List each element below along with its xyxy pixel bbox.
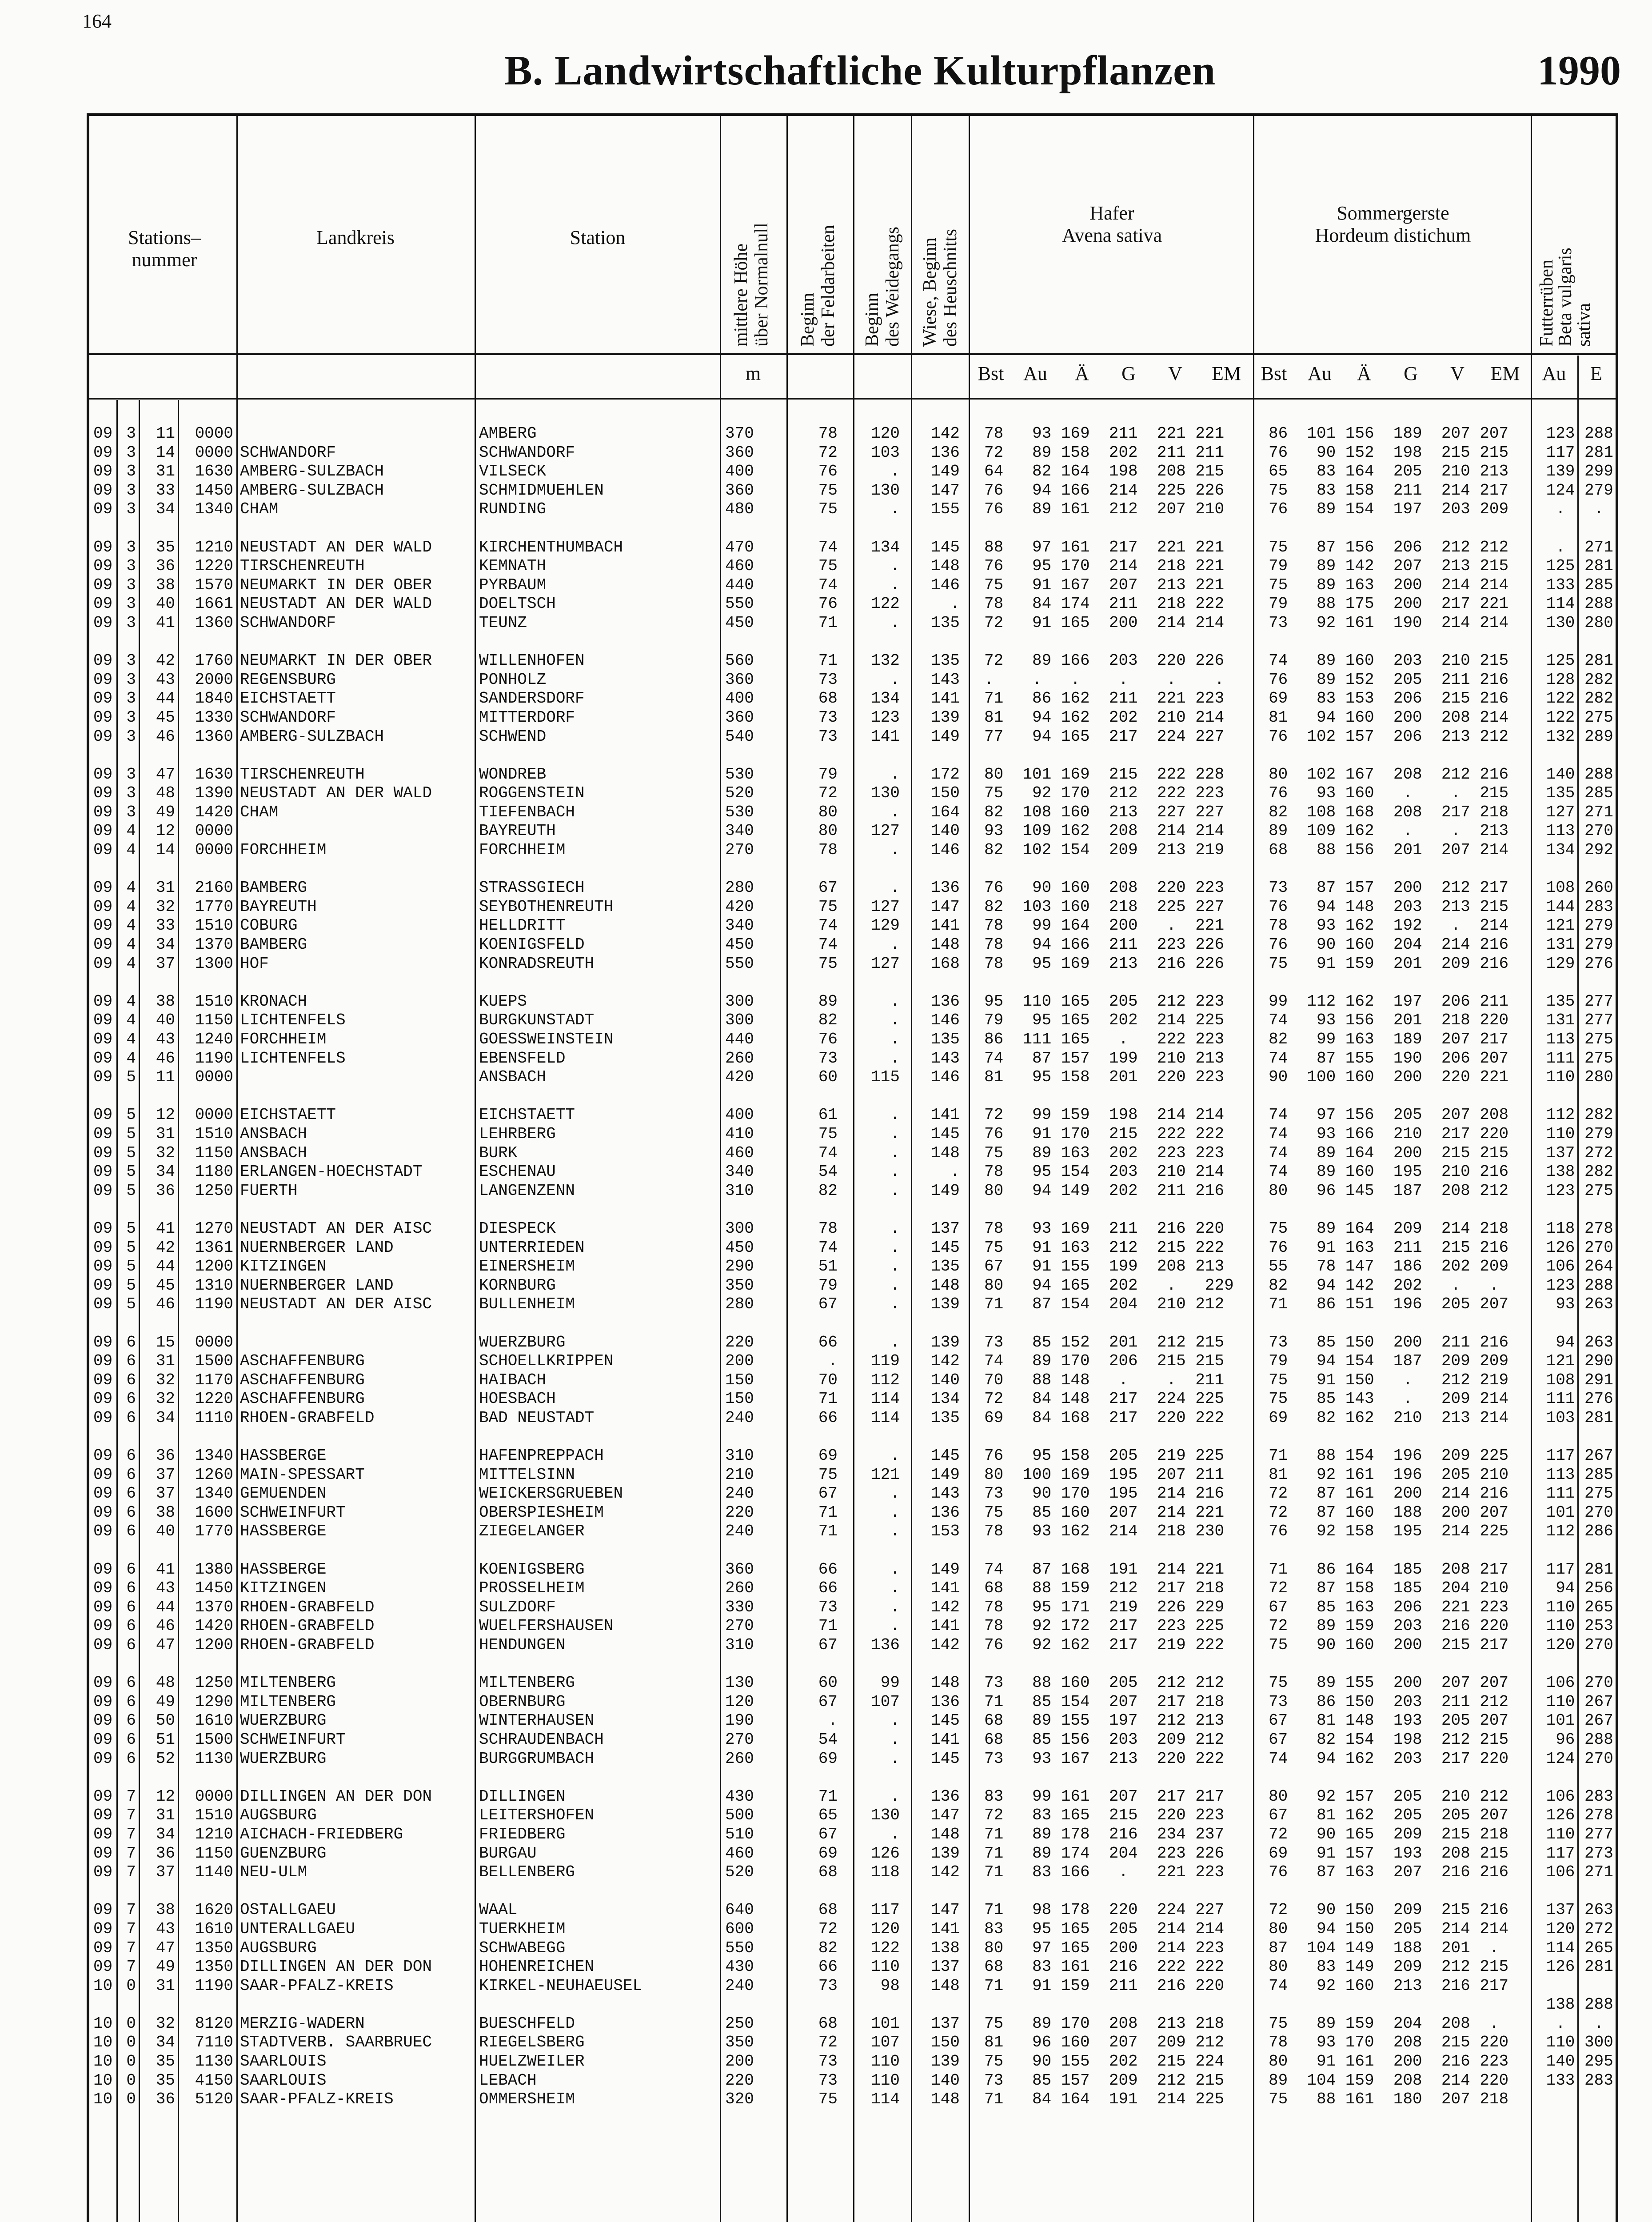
column-barley: 86 101 156 189 207 207 76 90 152 198 215 215 65 83 164 205 210 213 75 83 158 211 214 217 76 89 154 197 203 209 75 87 156 206 212 212 79 89 142 207 213 215 75 89 163 200 214 214 79 88 175 200 217 221 73 92 161 190 214 214 74 89 160 203 210 215 76 89 152 205 211 216 69 83 153 206 215 216 81 94 160 200 208 214 76 102 157 206 213 212 80 102 167 208 212 216 76 93 160 . . 215 82 108 168 208 217 218 89 109 162 . . 213 68 88 156 201 207 214 73 87 157 200 212 217 76 94 148 203 213 215 78 93 162 192 . 214 76 90 160 204 214 216 75 91 159 201 209 216 99 112 162 197 206 211 74 93 156 201 218 220 82 99 163 189 207 217 74 87 155 190 206 207 90 100 160 200 220 221 74 97 156 205 207 208 74 93 166 210 217 220 74 89 164 200 215 215 74 89 160 195 210 216 80 96 145 187 208 212 75 89 164 209 214 218 76 91 163 211 215 216 55 78 147 186 202 209 82 94 142 202 . . 71 86 151 196 205 207 73 85 150 200 211 216 79 94 154 187 209 209 75 91 150 . 212 219 75 85 143 . 209 214 69 82 162 210 213 214 71 88 154 196 209 225 81 92 161 196 205 210 72 87 161 200 214 216 72 87 160 188 200 207 76 92 158 195 214 225 71 86 164 185 208 217 72 87 158 185 204 210 67 85 163 206 221 223 72 89 159 203 216 220 75 90 160 200 215 217 75 89 155 200 207 207 73 86 150 203 211 212 67 81 148 193 205 207 67 82 154 198 212 215 74 94 162 203 217 220 80 92 157 205 210 212 67 81 162 205 205 207 72 90 165 209 215 218 69 91 157 193 208 215 76 87 163 207 216 216 72 90 150 209 215 216 80 94 150 205 214 214 87 104 149 188 201 . 80 83 149 209 212 215 74 92 160 213 216 217 75 89 159 204 208 . 78 93 170 208 215 220 80 91 161 200 216 223 89 104 159 208 214 220 75 88 161 180 207 218 (1269, 424, 1509, 2109)
header-station-number: Stations– nummer (128, 227, 201, 271)
column-hay: 142 136 149 147 155 145 148 146 . 135 135 143 141 139 149 172 150 164 140 146 136 147 141 148 168 136 146 135 143 146 141 145 148 . 149 137 145 135 148 139 139 142 140 134 135 145 149 143 136 153 149 141 142 141 142 148 136 145 141 145 136 147 148 139 142 147 141 138 137 148 137 150 139 140 148 (931, 424, 960, 2109)
column-field-work: 78 72 76 75 75 74 75 74 76 71 71 73 68 73 73 79 72 80 80 78 67 75 74 74 75 89 82 76 73 60 61 75 74 54 82 78 74 51 79 67 66 . 70 71 66 69 75 67 71 71 66 66 73 71 67 60 67 . 54 69 71 65 67 69 68 68 72 82 66 73 68 72 73 73 75 (818, 424, 838, 2109)
barley-phase-bst: Bst (1261, 363, 1287, 384)
col-divider-oats (969, 115, 970, 2222)
column-station-number-4: 0000 0000 1630 1450 1340 1210 1220 1570 1661 1360 1760 2000 1840 1330 1360 1630 1390 1420 0000 0000 2160 1770 1510 1370 1300 1510 1150 1240 1190 0000 0000 1510 1150 1180 1250 1270 1361 1200 1310 1190 0000 1500 1170 1220 1110 1340 1260 1340 1600 1770 1380 1450 1370 1420 1200 1250 1290 1610 1500 1130 0000 1510 1210 1150 1140 1620 1610 1350 1350 1190 8120 7110 1130 4150 5120 (195, 424, 233, 2109)
barley-phase-v: V (1450, 363, 1464, 384)
header-hay: Wiese, Beginn des Heuschnitts (920, 229, 961, 347)
column-station-number-2: 3 3 3 3 3 3 3 3 3 3 3 3 3 3 3 3 3 3 4 4 4 4 4 4 4 4 4 4 4 5 5 5 5 5 5 5 5 5 5 5 6 6 6 6 6 6 6 6 6 6 6 6 6 6 6 6 6 6 6 6 7 7 7 7 7 7 7 7 7 0 0 0 0 0 0 (126, 424, 136, 2109)
column-station: AMBERG SCHWANDORF VILSECK SCHMIDMUEHLEN RUNDING KIRCHENTHUMBACH KEMNATH PYRBAUM DOELTSCH TEUNZ WILLENHOFEN PONHOLZ SANDERSDORF MITTERDORF SCHWEND WONDREB ROGGENSTEIN TIEFENBACH BAYREUTH FORCHHEIM STRASSGIECH SEYBOTHENREUTH HELLDRITT KOENIGSFELD KONRADSREUTH KUEPS BURGKUNSTADT GOESSWEINSTEIN EBENSFELD ANSBACH EICHSTAETT LEHRBERG BURK ESCHENAU LANGENZENN DIESPECK UNTERRIEDEN EINERSHEIM KORNBURG BULLENHEIM WUERZBURG SCHOELLKRIPPEN HAIBACH HOESBACH BAD NEUSTADT HAFENPREPPACH MITTELSINN WEICKERSGRUEBEN OBERSPIESHEIM ZIEGELANGER KOENIGSBERG PROSSELHEIM SULZDORF WUELFERSHAUSEN HENDUNGEN MILTENBERG OBERNBURG WINTERHAUSEN SCHRAUDENBACH BURGGRUMBACH DILLINGEN LEITERSHOFEN FRIEDBERG BURGAU BELLENBERG WAAL TUERKHEIM SCHWABEGG HOHENREICHEN KIRKEL-NEUHAEUSEL BUESCHFELD RIEGELSBERG HUELZWEILER LEBACH OMMERSHEIM (479, 424, 642, 2109)
header-oats: Hafer Avena sativa (1061, 202, 1162, 246)
oats-phase-ae: Ä (1075, 363, 1089, 384)
col-divider-hay (911, 115, 912, 2222)
page-number: 164 (82, 10, 112, 32)
barley-phase-ae: Ä (1357, 363, 1371, 384)
barley-phase-g: G (1404, 363, 1418, 384)
header-field-work: Beginn der Feldarbeiten (798, 224, 838, 347)
oats-phase-bst: Bst (978, 363, 1004, 384)
page-title: B. Landwirtschaftliche Kulturpflanzen (504, 48, 1216, 94)
barley-phase-em: EM (1490, 363, 1520, 384)
header-grazing: Beginn des Weidegangs (862, 227, 903, 347)
page-year: 1990 (1537, 48, 1621, 94)
col-divider-st1 (116, 400, 118, 2222)
header-beet: Futterrüben Beta vulgaris sativa (1536, 248, 1594, 347)
barley-phase-au: Au (1308, 363, 1332, 384)
column-station-number-1: 09 09 09 09 09 09 09 09 09 09 09 09 09 09 09 09 09 09 09 09 09 09 09 09 09 09 09 09 09 09 09 09 09 09 09 09 09 09 09 09 09 09 09 09 09 09 09 09 09 09 09 09 09 09 09 09 09 09 09 09 09 09 09 09 09 09 09 09 09 10 10 10 10 10 10 (93, 424, 113, 2109)
beet-phase-au: Au (1542, 363, 1566, 384)
col-divider-grazing (853, 115, 854, 2222)
column-height: 370 360 400 360 480 470 460 440 550 450 560 360 400 360 540 530 520 530 340 270 280 420 340 450 550 300 300 440 260 420 400 410 460 340 310 300 450 290 350 280 220 200 150 150 240 310 210 240 220 240 360 260 330 270 310 130 120 190 270 260 430 500 510 460 520 640 600 550 430 240 250 350 200 220 320 (725, 424, 754, 2109)
oats-phase-v: V (1168, 363, 1182, 384)
col-divider-station (475, 115, 476, 2222)
column-grazing: 120 103 . 130 . 134 . . 122 . 132 . 134 123 141 . 130 . 127 . . 127 129 . 127 . . . . 115 . . . . . . . . . . . 119 112 114 114 . 121 . . . . . . . 136 99 107 . . . . 130 . 126 118 117 120 122 110 98 101 107 110 110 114 (871, 424, 900, 2109)
header-landkreis: Landkreis (316, 227, 395, 248)
unit-label: m (745, 363, 761, 384)
subheader-divider (87, 398, 1616, 400)
column-beet: 123 288 117 281 139 299 124 279 . . . 271 125 281 133 285 114 288 130 280 125 281 128 282 122 282 122 275 132 289 140 288 135 285 127 271 113 270 134 292 108 260 144 283 121 279 131 279 129 276 135 277 131 277 113 275 111 275 110 280 112 282 110 279 137 272 138 282 123 275 118 278 126 270 106 264 123 288 93 263 94 263 121 290 108 291 111 276 103 281 117 267 113 285 111 275 101 270 112 286 117 281 94 256 110 265 110 253 120 270 106 270 110 267 101 267 96 288 124 270 106 283 126 278 110 277 117 273 106 271 137 263 120 272 114 265 126 281 138 288 . . 110 300 140 295 133 283 (1546, 424, 1613, 2090)
col-divider-st2 (139, 400, 140, 2222)
column-oats: 78 93 169 211 221 221 72 89 158 202 211 211 64 82 164 198 208 215 76 94 166 214 225 226 76 89 161 212 207 210 88 97 161 217 221 221 76 95 170 214 218 221 75 91 167 207 213 221 78 84 174 211 218 222 72 91 165 200 214 214 72 89 166 203 220 226 . . . . . . 71 86 162 211 221 223 81 94 162 202 210 214 77 94 165 217 224 227 80 101 169 215 222 228 75 92 170 212 222 223 82 108 160 213 227 227 93 109 162 208 214 214 82 102 154 209 213 219 76 90 160 208 220 223 82 103 160 218 225 227 78 99 164 200 . 221 78 94 166 211 223 226 78 95 169 213 216 226 95 110 165 205 212 223 79 95 165 202 214 225 86 111 165 . 222 223 74 87 157 199 210 213 81 95 158 201 220 223 72 99 159 198 214 214 76 91 170 215 222 222 75 89 163 202 223 223 78 95 154 203 210 214 80 94 149 202 211 216 78 93 169 211 216 220 75 91 163 212 215 222 67 91 155 199 208 213 80 94 165 202 . 229 71 87 154 204 210 212 73 85 152 201 212 215 74 89 170 206 215 215 70 88 148 . . 211 72 84 148 217 224 225 69 84 168 217 220 222 76 95 158 205 219 225 80 100 169 195 207 211 73 90 170 195 214 216 75 85 160 207 214 221 78 93 162 214 218 230 74 87 168 191 214 221 68 88 159 212 217 218 78 95 171 219 226 229 78 92 172 217 223 225 76 92 162 217 219 222 73 88 160 205 212 212 71 85 154 207 217 218 68 89 155 197 212 213 68 85 156 203 209 212 73 93 167 213 220 222 83 99 161 207 217 217 72 83 165 215 220 223 71 89 178 216 234 237 71 89 174 204 223 226 71 83 166 . 221 223 71 98 178 220 224 227 83 95 165 205 214 214 80 97 165 200 214 223 68 83 161 216 222 222 71 91 159 211 216 220 75 89 170 208 213 218 81 96 160 207 209 212 75 90 155 202 215 224 73 85 157 209 212 215 71 84 164 191 214 225 (984, 424, 1234, 2109)
column-landkreis: SCHWANDORF AMBERG-SULZBACH AMBERG-SULZBACH CHAM NEUSTADT AN DER WALD TIRSCHENREUTH NEUMARKT IN DER OBER NEUSTADT AN DER WALD SCHWANDORF NEUMARKT IN DER OBER REGENSBURG EICHSTAETT SCHWANDORF AMBERG-SULZBACH TIRSCHENREUTH NEUSTADT AN DER WALD CHAM FORCHHEIM BAMBERG BAYREUTH COBURG BAMBERG HOF KRONACH LICHTENFELS FORCHHEIM LICHTENFELS EICHSTAETT ANSBACH ANSBACH ERLANGEN-HOECHSTADT FUERTH NEUSTADT AN DER AISC NUERNBERGER LAND KITZINGEN NUERNBERGER LAND NEUSTADT AN DER AISC ASCHAFFENBURG ASCHAFFENBURG ASCHAFFENBURG RHOEN-GRABFELD HASSBERGE MAIN-SPESSART GEMUENDEN SCHWEINFURT HASSBERGE HASSBERGE KITZINGEN RHOEN-GRABFELD RHOEN-GRABFELD RHOEN-GRABFELD MILTENBERG MILTENBERG WUERZBURG SCHWEINFURT WUERZBURG DILLINGEN AN DER DON AUGSBURG AICHACH-FRIEDBERG GUENZBURG NEU-ULM OSTALLGAEU UNTERALLGAEU AUGSBURG DILLINGEN AN DER DON SAAR-PFALZ-KREIS MERZIG-WADERN STADTVERB. SAARBRUEC SAARLOUIS SAARLOUIS SAAR-PFALZ-KREIS (240, 443, 432, 2109)
col-divider-height (720, 115, 721, 2222)
column-station-number-3: 11 14 31 33 34 35 36 38 40 41 42 43 44 45 46 47 48 49 12 14 31 32 33 34 37 38 40 43 46 11 12 31 32 34 36 41 42 44 45 46 15 31 32 32 34 36 37 37 38 40 41 43 44 46 47 48 49 50 51 52 12 31 34 36 37 38 43 47 49 31 32 34 35 35 36 (156, 424, 175, 2109)
oats-phase-em: EM (1212, 363, 1241, 384)
col-divider-field (786, 115, 788, 2222)
col-divider-landkreis (236, 115, 238, 2222)
header-divider (87, 353, 1616, 355)
col-divider-beet (1531, 115, 1532, 2222)
col-divider-barley (1253, 115, 1254, 2222)
oats-phase-au: Au (1023, 363, 1047, 384)
oats-phase-g: G (1121, 363, 1136, 384)
col-divider-st3 (178, 400, 179, 2222)
header-barley: Sommergerste Hordeum distichum (1315, 202, 1471, 246)
beet-phase-e: E (1590, 363, 1602, 384)
header-station: Station (570, 227, 626, 248)
header-height: mittlere Höhe über Normalnull (731, 223, 772, 347)
